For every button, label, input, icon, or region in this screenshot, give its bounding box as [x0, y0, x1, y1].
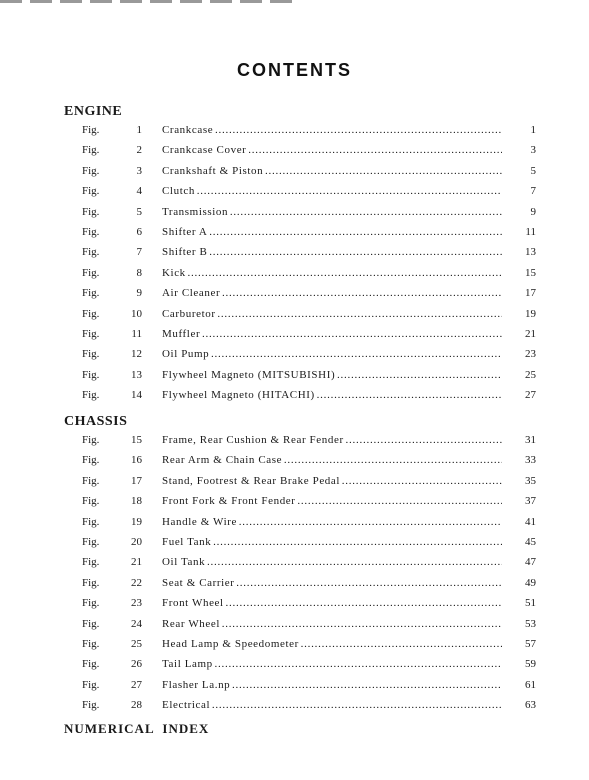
- figure-reference: [82, 454, 152, 466]
- page-number: 15: [525, 266, 536, 279]
- figure-reference: [82, 618, 152, 630]
- figure-label: Fig.: [82, 617, 100, 630]
- entry-title: Rear Wheel . . .: [162, 618, 502, 630]
- figure-label: Fig.: [82, 474, 100, 487]
- toc-entry: [0, 679, 589, 699]
- toc-entry: [0, 308, 589, 328]
- figure-reference: [82, 495, 152, 507]
- figure-label: Fig.: [82, 368, 100, 381]
- scan-edge-marks: [0, 0, 300, 3]
- page-number: 37: [525, 495, 536, 508]
- entry-title: Stand, Footrest & Rear Brake Pedal . . .: [162, 475, 502, 487]
- page-number: 45: [525, 536, 536, 548]
- entry-title: Kick . . .: [162, 267, 502, 279]
- figure-number: 8: [136, 266, 142, 279]
- page-number: 7: [530, 185, 536, 198]
- figure-reference: [82, 348, 152, 360]
- toc-entry: [0, 124, 589, 144]
- figure-label: Fig.: [82, 389, 100, 402]
- page-number: 51: [525, 597, 536, 610]
- figure-label: Fig.: [82, 495, 100, 508]
- numerical-index-heading: NUMERICAL INDEX: [64, 721, 210, 736]
- page-number: 57: [525, 638, 536, 650]
- figure-label: Fig.: [82, 144, 100, 157]
- page-number: 53: [525, 617, 536, 630]
- figure-number: 22: [131, 576, 142, 589]
- page-number: 47: [525, 556, 536, 569]
- figure-number: 27: [131, 678, 142, 691]
- toc-entry: [0, 454, 589, 474]
- figure-label: Fig.: [82, 246, 100, 259]
- figure-number: 24: [131, 617, 142, 630]
- page-number: 17: [525, 287, 536, 300]
- entry-title: Fuel Tank . . .: [162, 536, 502, 548]
- entry-title: Muffler . . .: [162, 328, 502, 340]
- page-number: 59: [525, 658, 536, 671]
- figure-number: 7: [136, 246, 142, 259]
- page-number: 1: [530, 124, 536, 136]
- toc-entry: [0, 699, 589, 719]
- figure-reference: [82, 246, 152, 258]
- figure-number: 25: [131, 638, 142, 650]
- figure-reference: [82, 679, 152, 691]
- figure-reference: [82, 577, 152, 589]
- figure-label: Fig.: [82, 658, 100, 671]
- toc-entry: [0, 389, 589, 409]
- figure-label: Fig.: [82, 164, 100, 177]
- figure-label: Fig.: [82, 597, 100, 610]
- page-number: 33: [525, 454, 536, 467]
- entry-title: Front Wheel . . .: [162, 597, 502, 609]
- figure-label: Fig.: [82, 185, 100, 198]
- toc-entry: [0, 495, 589, 515]
- figure-number: 15: [131, 434, 142, 446]
- figure-number: 21: [131, 556, 142, 569]
- page-number: 3: [530, 144, 536, 157]
- page-number: 49: [525, 576, 536, 589]
- figure-number: 19: [131, 515, 142, 528]
- figure-reference: [82, 144, 152, 156]
- entry-title: Oil Tank . . .: [162, 556, 502, 568]
- figure-label: Fig.: [82, 348, 100, 361]
- figure-number: 10: [131, 307, 142, 320]
- figure-number: 16: [131, 454, 142, 467]
- entry-title: Frame, Rear Cushion & Rear Fender . . .: [162, 434, 502, 446]
- figure-label: Fig.: [82, 454, 100, 467]
- toc-entry: [0, 206, 589, 226]
- figure-number: 17: [131, 474, 142, 487]
- toc-entry: [0, 658, 589, 678]
- entry-title: Crankcase . . .: [162, 124, 502, 136]
- toc-entry: [0, 638, 589, 658]
- figure-reference: [82, 267, 152, 279]
- figure-label: Fig.: [82, 266, 100, 279]
- page-number: 35: [525, 474, 536, 487]
- figure-number: 14: [131, 389, 142, 402]
- figure-number: 9: [136, 287, 142, 300]
- page-number: 19: [525, 307, 536, 320]
- entry-title: Crankshaft & Piston . . .: [162, 165, 502, 177]
- figure-number: 3: [136, 164, 142, 177]
- figure-reference: [82, 536, 152, 548]
- page-number: 61: [525, 678, 536, 691]
- toc-entry: [0, 267, 589, 287]
- page-number: 27: [525, 389, 536, 402]
- figure-label: Fig.: [82, 536, 100, 548]
- entry-title: Rear Arm & Chain Case . . .: [162, 454, 502, 466]
- figure-label: Fig.: [82, 205, 100, 218]
- figure-reference: [82, 226, 152, 238]
- figure-number: 5: [136, 205, 142, 218]
- figure-number: 12: [131, 348, 142, 361]
- page-number: 5: [530, 164, 536, 177]
- entry-title: Flywheel Magneto (HITACHI) . . .: [162, 389, 502, 401]
- figure-reference: [82, 658, 152, 670]
- figure-label: Fig.: [82, 226, 100, 238]
- figure-number: 23: [131, 597, 142, 610]
- page-number: 21: [525, 328, 536, 340]
- entry-title: Shifter B . . .: [162, 246, 502, 258]
- entry-title: Front Fork & Front Fender . . .: [162, 495, 502, 507]
- figure-label: Fig.: [82, 699, 100, 712]
- section-heading: ENGINE: [64, 104, 123, 119]
- entry-title: Flywheel Magneto (MITSUBISHI) . . .: [162, 369, 502, 381]
- toc-entry: [0, 348, 589, 368]
- entry-title: Flasher La.np . . .: [162, 679, 502, 691]
- toc-entry: [0, 287, 589, 307]
- toc-entry: [0, 597, 589, 617]
- figure-label: Fig.: [82, 328, 100, 340]
- figure-label: Fig.: [82, 307, 100, 320]
- figure-reference: [82, 638, 152, 650]
- page-number: 11: [525, 226, 536, 238]
- entry-title: Seat & Carrier . . .: [162, 577, 502, 589]
- figure-number: 28: [131, 699, 142, 712]
- toc-entry: [0, 246, 589, 266]
- figure-number: 6: [136, 226, 142, 238]
- figure-label: Fig.: [82, 678, 100, 691]
- figure-number: 18: [131, 495, 142, 508]
- toc-entry: [0, 185, 589, 205]
- page-number: 23: [525, 348, 536, 361]
- toc-entry: [0, 516, 589, 536]
- figure-label: Fig.: [82, 556, 100, 569]
- toc-entry: [0, 556, 589, 576]
- page-number: 9: [530, 205, 536, 218]
- figure-number: 2: [136, 144, 142, 157]
- entry-title: Oil Pump . . .: [162, 348, 502, 360]
- page-title: CONTENTS: [237, 60, 352, 80]
- page-number: 41: [525, 515, 536, 528]
- page-number: 13: [525, 246, 536, 259]
- entry-title: Carburetor . . .: [162, 308, 502, 320]
- entry-title: Tail Lamp . . .: [162, 658, 502, 670]
- figure-reference: [82, 516, 152, 528]
- figure-reference: [82, 308, 152, 320]
- figure-label: Fig.: [82, 638, 100, 650]
- figure-reference: [82, 206, 152, 218]
- figure-number: 26: [131, 658, 142, 671]
- figure-reference: [82, 369, 152, 381]
- figure-label: Fig.: [82, 124, 100, 136]
- entry-title: Transmission . . .: [162, 206, 502, 218]
- entry-title: Clutch . . .: [162, 185, 502, 197]
- page-number: 63: [525, 699, 536, 712]
- entry-title: Air Cleaner . . .: [162, 287, 502, 299]
- entry-title: Crankcase Cover . . .: [162, 144, 502, 156]
- toc-entry: [0, 536, 589, 556]
- page-number: 25: [525, 368, 536, 381]
- page-number: 31: [525, 434, 536, 446]
- figure-reference: [82, 597, 152, 609]
- toc-entry: [0, 577, 589, 597]
- figure-reference: [82, 389, 152, 401]
- entry-title: Handle & Wire . . .: [162, 516, 502, 528]
- toc-entry: [0, 226, 589, 246]
- figure-number: 1: [136, 124, 142, 136]
- entry-title: Electrical . . .: [162, 699, 502, 711]
- toc-entry: [0, 328, 589, 348]
- figure-reference: [82, 556, 152, 568]
- figure-reference: [82, 328, 152, 340]
- figure-label: Fig.: [82, 434, 100, 446]
- section-heading: CHASSIS: [64, 414, 128, 429]
- figure-reference: [82, 185, 152, 197]
- toc-entry: [0, 618, 589, 638]
- figure-reference: [82, 475, 152, 487]
- toc-entry: [0, 144, 589, 164]
- toc-entry: [0, 475, 589, 495]
- entry-title: Shifter A . . .: [162, 226, 502, 238]
- toc-entry: [0, 369, 589, 389]
- figure-label: Fig.: [82, 576, 100, 589]
- figure-reference: [82, 434, 152, 446]
- figure-number: 20: [131, 536, 142, 548]
- figure-reference: [82, 124, 152, 136]
- toc-entry: [0, 434, 589, 454]
- figure-number: 4: [136, 185, 142, 198]
- entry-title: Head Lamp & Speedometer . . .: [162, 638, 502, 650]
- figure-number: 11: [131, 328, 142, 340]
- figure-reference: [82, 699, 152, 711]
- figure-number: 13: [131, 368, 142, 381]
- figure-reference: [82, 165, 152, 177]
- toc-entry: [0, 165, 589, 185]
- figure-label: Fig.: [82, 287, 100, 300]
- figure-label: Fig.: [82, 515, 100, 528]
- figure-reference: [82, 287, 152, 299]
